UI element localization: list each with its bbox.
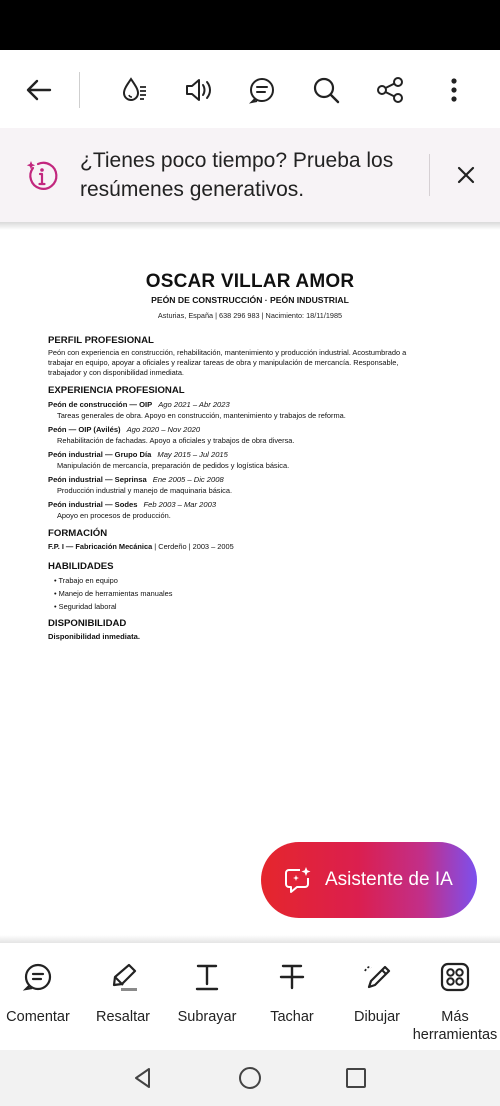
job-dates: Ago 2020 – Nov 2020 (126, 425, 201, 434)
bottom-toolbar (0, 943, 500, 1050)
pdf-page[interactable] (0, 230, 500, 935)
share-icon (375, 75, 405, 105)
job-title: Peón — OIP (Avilés) (48, 425, 121, 434)
job-entry (48, 499, 420, 510)
skill-item: • Trabajo en equipo (54, 576, 118, 585)
close-icon (455, 164, 477, 186)
job-entry (48, 449, 420, 460)
comment-tool-label: Comentar (6, 1009, 70, 1025)
banner-divider (429, 154, 430, 196)
nav-recents-icon (344, 1066, 368, 1090)
underline-tool-label: Subrayar (177, 1009, 237, 1025)
strikethrough-icon (276, 961, 308, 993)
resume-name: OSCAR VILLAR AMOR (145, 271, 355, 292)
job-dates: Ago 2021 – Abr 2023 (158, 400, 230, 409)
highlighter-icon (107, 961, 139, 993)
job-title: Peón industrial — Seprinsa (48, 475, 147, 484)
job-entry (48, 399, 420, 410)
job-description: Producción industrial y manejo de maquinaria básica. (57, 486, 233, 495)
more-tools-label: Más herramientas (412, 1009, 498, 1043)
read-aloud-icon (183, 75, 213, 105)
skills-section-title: HABILIDADES (48, 561, 114, 572)
ai-assistant-icon (283, 865, 313, 895)
generative-summary-banner[interactable] (0, 128, 500, 222)
strikethrough-tool[interactable] (247, 961, 337, 1047)
education-details: | Cerdeño | 2003 – 2005 (152, 542, 234, 551)
job-title: Peón de construcción — OIP (48, 400, 153, 409)
banner-close-button[interactable] (446, 155, 486, 195)
more-tools[interactable] (410, 961, 500, 1047)
comments-button[interactable] (240, 68, 284, 112)
underline-icon (191, 961, 223, 993)
job-description: Apoyo en procesos de producción. (57, 511, 171, 520)
highlight-tool[interactable] (78, 961, 168, 1047)
resume-body (48, 330, 420, 642)
android-nav-bar (0, 1050, 500, 1106)
comment-icon (22, 961, 54, 993)
ai-assistant-button[interactable] (261, 842, 477, 918)
nav-back-button[interactable] (128, 1063, 158, 1093)
top-toolbar (0, 50, 500, 130)
nav-home-button[interactable] (235, 1063, 265, 1093)
search-icon (311, 75, 341, 105)
bottom-toolbar-shadow (0, 935, 500, 943)
ai-assistant-label: Asistente de IA (325, 869, 453, 890)
resume-contact: Asturias, España | 638 296 983 | Nacimiento: 18/11/1985 (157, 311, 343, 320)
banner-text: ¿Tienes poco tiempo? Prueba los resúmenes generativos. (80, 149, 394, 201)
job-dates: May 2015 – Jul 2015 (157, 450, 228, 459)
read-aloud-button[interactable] (176, 68, 220, 112)
job-entry (48, 474, 420, 485)
job-description: Tareas generales de obra. Apoyo en construcción, mantenimiento y trabajos de reforma. (57, 411, 346, 420)
reading-mode-icon (118, 75, 148, 105)
draw-tool[interactable] (332, 961, 422, 1047)
banner-shadow (0, 222, 500, 230)
job-description: Manipulación de mercancía, preparación de pedidos y logística básica. (57, 461, 290, 470)
grid-tools-icon (439, 961, 471, 993)
job-dates: Ene 2005 – Dic 2008 (152, 475, 224, 484)
profile-section-title: PERFIL PROFESIONAL (48, 335, 154, 346)
education-degree: F.P. I — Fabricación Mecánica (48, 542, 153, 551)
job-description: Rehabilitación de fachadas. Apoyo a oficiales y trabajos de obra diversa. (57, 436, 295, 445)
education-section-title: FORMACIÓN (48, 528, 108, 539)
resume-role: PEÓN DE CONSTRUCCIÓN · PEÓN INDUSTRIAL (151, 295, 349, 305)
experience-section-title: EXPERIENCIA PROFESIONAL (48, 385, 185, 396)
nav-recents-button[interactable] (341, 1063, 371, 1093)
comments-icon (247, 75, 277, 105)
nav-home-icon (237, 1065, 263, 1091)
status-bar (0, 0, 500, 50)
back-button[interactable] (17, 68, 61, 112)
job-dates: Feb 2003 – Mar 2003 (143, 500, 217, 509)
skill-item: • Manejo de herramientas manuales (54, 589, 173, 598)
job-title: Peón industrial — Grupo Día (48, 450, 152, 459)
toolbar-divider (79, 72, 80, 108)
more-options-button[interactable] (432, 68, 476, 112)
underline-tool[interactable] (162, 961, 252, 1047)
job-entry (48, 424, 420, 435)
draw-tool-label: Dibujar (354, 1009, 400, 1025)
education-entry (48, 541, 420, 552)
job-title: Peón industrial — Sodes (48, 500, 138, 509)
search-button[interactable] (304, 68, 348, 112)
strikethrough-tool-label: Tachar (270, 1009, 314, 1025)
profile-text: Peón con experiencia en construcción, rehabilitación, mantenimiento y producción industrial. Acostumbrado a trabajar en equipo, apoyar a oficiales y realizar tareas de obra y manipulación de mercancía. Responsable, trabajador y con disponibilidad inmediata. (48, 348, 407, 377)
reading-mode-button[interactable] (111, 68, 155, 112)
back-arrow-icon (24, 75, 54, 105)
more-options-icon (439, 75, 469, 105)
share-button[interactable] (368, 68, 412, 112)
availability-section-title: DISPONIBILIDAD (48, 618, 127, 629)
pencil-draw-icon (361, 961, 393, 993)
skill-item: • Seguridad laboral (54, 602, 117, 611)
nav-back-icon (131, 1066, 155, 1090)
comment-tool[interactable] (0, 961, 83, 1047)
ai-info-sparkle-icon (24, 158, 60, 194)
availability-text: Disponibilidad inmediata. (48, 632, 140, 641)
highlight-tool-label: Resaltar (96, 1009, 150, 1025)
